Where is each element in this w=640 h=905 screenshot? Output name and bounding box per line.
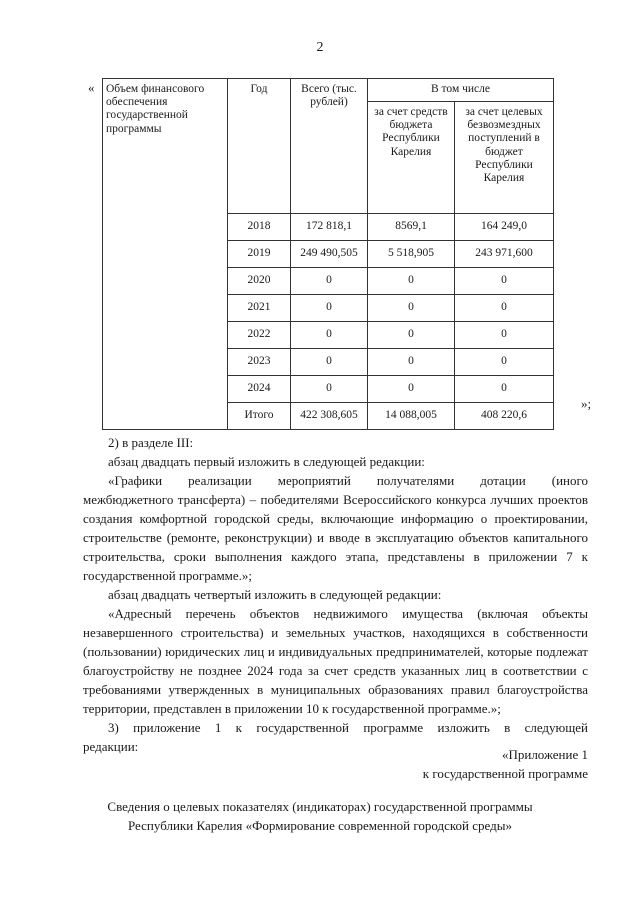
cell-gratuitous: 0 [455,322,554,349]
cell-budget: 0 [368,349,455,376]
cell-budget: 0 [368,376,455,403]
cell-total: 0 [291,268,368,295]
cell-gratuitous: 408 220,6 [455,403,554,430]
paragraph-schedule-first-line: «Графики реализации мероприятий получателями дотации (иного [108,473,588,488]
title-line1: Сведения о целевых показателях (индикаторах) государственной программы [107,799,533,814]
cell-gratuitous: 0 [455,376,554,403]
paragraph-address-list-first-line: «Адресный перечень объектов недвижимого имущества (включая объекты [108,606,588,621]
cell-total: 0 [291,295,368,322]
title-line2: Республики Карелия «Формирование современной городской среды» [127,818,512,833]
financing-table [102,78,554,430]
cell-total: 0 [291,322,368,349]
cell-budget: 0 [368,322,455,349]
body-text [83,433,588,756]
header-including: В том числе [368,79,554,102]
cell-year: 2022 [228,322,291,349]
appendix-reference [330,745,588,783]
cell-gratuitous: 243 971,600 [455,241,554,268]
paragraph-address-list: незавершенного строительства) и земельных участков, находящихся в собственности (пользовании) юридических лиц и индивидуальных предпринимателей, которые подлежат благоустройству не позднее 2024 года за счет средств указанных лиц в соответствии с требованиями утвержденных в муниципальных образованиях правил благоустройства территории, представлен в приложении 10 к государственной программе.»; [83,625,588,716]
cell-year: 2018 [228,214,291,241]
opening-quote: « [88,80,95,95]
cell-year: 2021 [228,295,291,322]
table-label: Объем финансового обеспечения государственной программы [103,79,228,430]
paragraph-intro-24: абзац двадцать четвертый изложить в следующей редакции: [108,587,442,602]
header-budget: за счет средств бюджета Республики Карелия [368,102,455,214]
appendix-line1: «Приложение 1 [501,747,588,762]
cell-total: 422 308,605 [291,403,368,430]
cell-gratuitous: 0 [455,295,554,322]
paragraph-section: 2) в разделе III: [108,435,194,450]
header-year: Год [228,79,291,214]
paragraph-appendix-first-line: 3) приложение 1 к государственной программе изложить в следующей [108,720,588,735]
cell-year: 2020 [228,268,291,295]
cell-budget: 14 088,005 [368,403,455,430]
paragraph-intro-21: абзац двадцать первый изложить в следующей редакции: [108,454,425,469]
cell-year: 2023 [228,349,291,376]
header-gratuitous: за счет целевых безвозмездных поступлений в бюджет Республики Карелия [455,102,554,214]
cell-budget: 8569,1 [368,214,455,241]
cell-total: 249 490,505 [291,241,368,268]
cell-total: 0 [291,376,368,403]
section-title [60,797,580,835]
cell-budget: 5 518,905 [368,241,455,268]
header-total: Всего (тыс. рублей) [291,79,368,214]
cell-budget: 0 [368,268,455,295]
cell-year: 2024 [228,376,291,403]
cell-year: 2019 [228,241,291,268]
closing-quote: »; [581,396,592,411]
cell-total: 172 818,1 [291,214,368,241]
cell-gratuitous: 0 [455,349,554,376]
appendix-line2: к государственной программе [422,766,588,781]
page-number: 2 [316,40,324,55]
paragraph-schedule: межбюджетного трансферта) – победителями Всероссийского конкурса лучших проектов создания комфортной городской среды, включающие информацию о проектировании, строительстве (ремонте, реконструкции) и вводе в эксплуатацию объектов капитального строительства, сроки выполнения каждого этапа, представлены в приложении 7 к государственной программе.»; [83,492,588,583]
cell-total: 0 [291,349,368,376]
cell-budget: 0 [368,295,455,322]
paragraph-appendix: редакции: [83,739,139,754]
cell-gratuitous: 164 249,0 [455,214,554,241]
cell-year: Итого [228,403,291,430]
cell-gratuitous: 0 [455,268,554,295]
